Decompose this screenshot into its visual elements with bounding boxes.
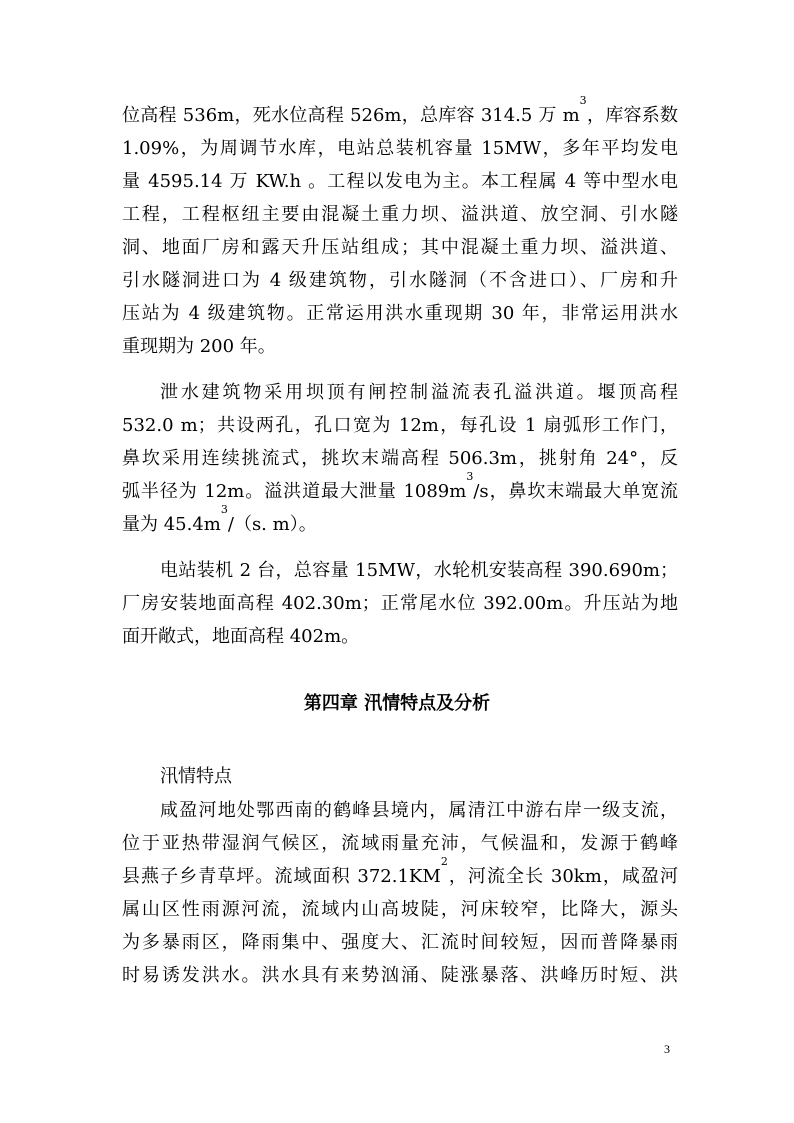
paragraph-line: 时易诱发洪水。洪水具有来势汹涌、陡涨暴落、洪峰历时短、洪: [122, 965, 678, 986]
superscript: 3: [220, 503, 228, 516]
paragraph-line: 压站为 4 级建筑物。正常运用洪水重现期 30 年，非常运用洪水: [122, 303, 678, 324]
paragraph-line: 洞、地面厂房和露天升压站组成；其中混凝土重力坝、溢洪道、: [122, 237, 678, 258]
paragraph-line: 重现期为 200 年。: [122, 336, 276, 357]
paragraph-line: 引水隧洞进口为 4 级建筑物，引水隧洞（不含进口）、厂房和升: [122, 270, 678, 291]
paragraph-line: 咸盈河地处鄂西南的鹤峰县境内，属清江中游右岸一级支流，: [160, 800, 678, 821]
paragraph-line: 532.0 m；共设两孔，孔口宽为 12m，每孔设 1 扇弧形工作门，: [122, 415, 678, 436]
chapter-title: 第四章 汛情特点及分析: [303, 693, 491, 714]
paragraph-line: 1.09%，为周调节水库，电站总装机容量 15MW，多年平均发电: [122, 138, 678, 159]
paragraph-line: 位高程 536m，死水位高程 526m，总库容 314.5 万 $m^3$，库容系数: [122, 94, 679, 126]
paragraph-line: 为多暴雨区，降雨集中、强度大、汇流时间较短，因而普降暴雨: [122, 932, 678, 953]
paragraph-line: 量为 $45.4m^3/(s$. m）。: [122, 503, 317, 535]
section-subheading: 汛情特点: [160, 766, 232, 787]
superscript: 3: [466, 470, 474, 483]
paragraph-line: 泄水建筑物采用坝顶有闸控制溢流表孔溢洪道。堰顶高程: [160, 382, 678, 403]
page-number: 3: [664, 1042, 670, 1056]
paragraph-line: 面开敞式，地面高程 402m。: [122, 626, 360, 647]
paragraph-line: 县燕子乡青草坪。流域面积 $372.1KM^2$，河流全长 30km，咸盈河: [122, 855, 678, 887]
paragraph-line: 工程，工程枢纽主要由混凝土重力坝、溢洪道、放空洞、引水隧: [122, 204, 678, 225]
paragraph-line: 电站装机 2 台，总容量 15MW，水轮机安装高程 390.690m；: [160, 560, 678, 581]
paragraph-line: 属山区性雨源河流，流域内山高坡陡，河床较窄，比降大，源头: [122, 899, 678, 920]
paragraph-line: 位于亚热带湿润气候区，流域雨量充沛，气候温和，发源于鹤峰: [122, 833, 678, 854]
superscript: 3: [579, 94, 587, 107]
paragraph-line: 厂房安装地面高程 402.30m；正常尾水位 392.00m。升压站为地: [122, 593, 678, 614]
superscript: 2: [440, 855, 448, 868]
paragraph-line: 量 4595.14 万 KW.h 。工程以发电为主。本工程属 4 等中型水电: [122, 171, 678, 192]
paragraph-line: 鼻坎采用连续挑流式，挑坎末端高程 506.3m，挑射角 24°，反: [122, 448, 678, 469]
paragraph-line: 弧半径为 12m。溢洪道最大泄量 $1089m^3/s$，鼻坎末端最大单宽流: [122, 470, 678, 502]
